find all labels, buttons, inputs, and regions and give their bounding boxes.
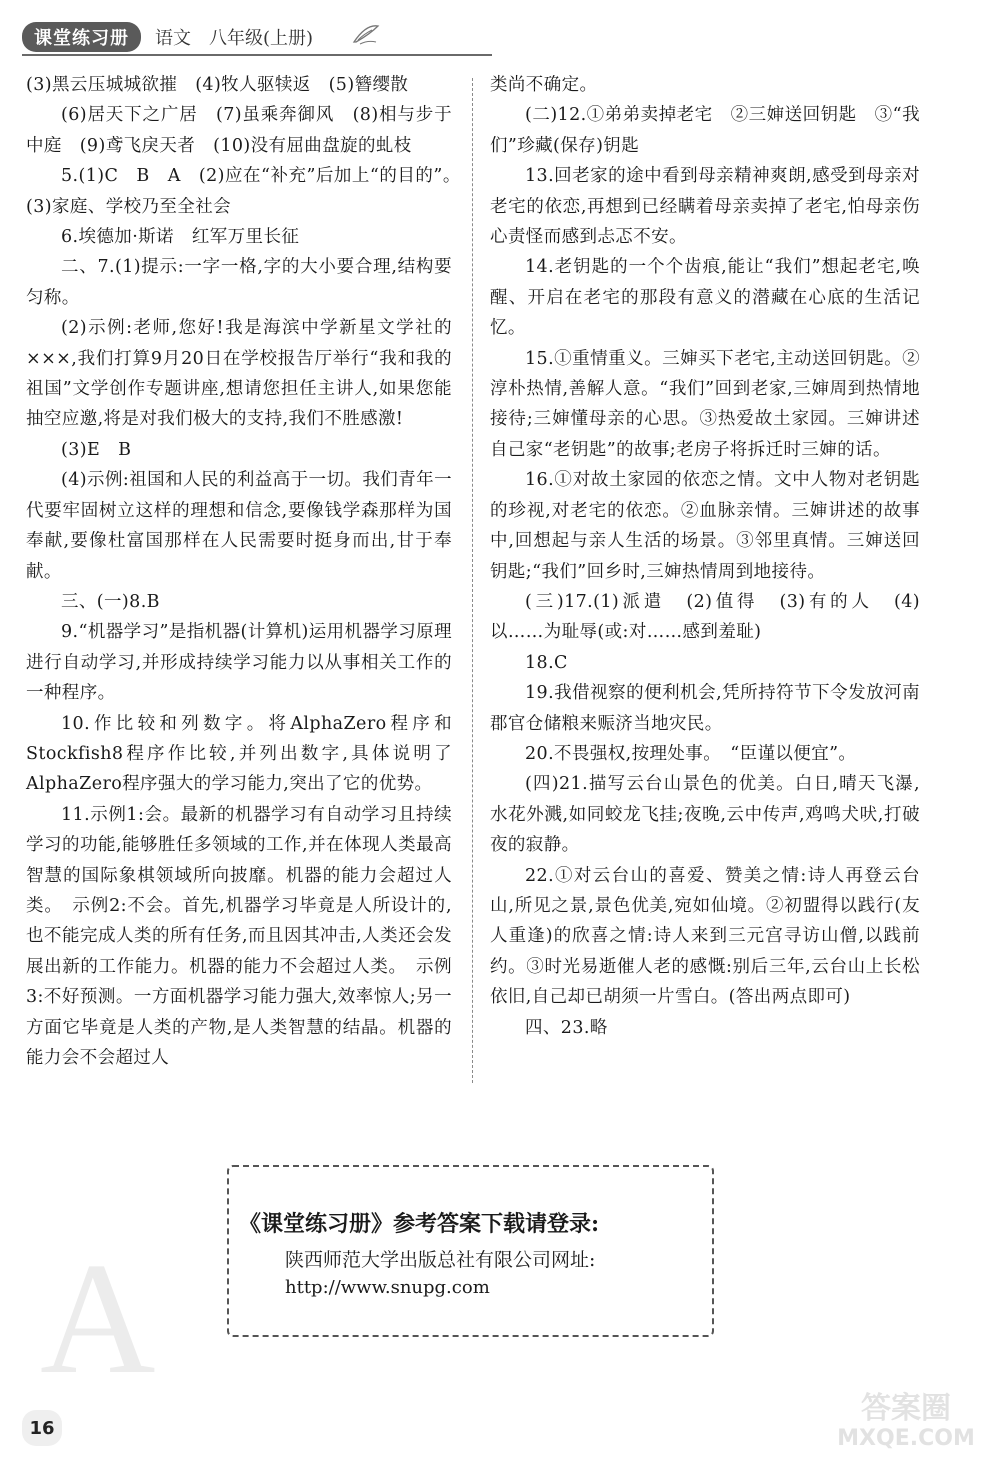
answer-paragraph: 二、7.(1)提示:一字一格,字的大小要合理,结构要匀称。 (26, 257, 452, 308)
answer-paragraph: 14.老钥匙的一个个齿痕,能让“我们”想起老宅,唤醒、开启在老宅的那段有意义的潜藏在心底的生活记忆。 (490, 257, 920, 339)
answer-paragraph: (3)黑云压城城欲摧 (4)牧人驱犊返 (5)簪缨散 (26, 75, 409, 95)
answer-paragraph: 四、23.略 (525, 1017, 608, 1038)
answer-paragraph: 三、(一)8.B (61, 591, 160, 612)
answer-paragraph: (6)居天下之广居 (7)虽乘奔御风 (8)相与步于中庭 (9)鸢飞戾天者 (10)没有屈曲盘旋的虬枝 (26, 105, 452, 156)
answer-paragraph: 9.“机器学习”是指机器(计算机)运用机器学习原理进行自动学习,并形成持续学习能力以从事相关工作的一种程序。 (26, 622, 452, 704)
answer-paragraph: 18.C (525, 652, 568, 673)
answer-paragraph: 16.①对故土家园的依恋之情。文中人物对老钥匙的珍视,对老宅的依恋。②血脉亲情。三婶讲述的故事中,回想起与亲人生活的场景。③邻里真情。三婶送回钥匙;“我们”回乡时,三婶热情周到地接待。 (490, 470, 920, 582)
answer-paragraph: 5.(1)C B A (2)应在“补充”后加上“的目的”。 (3)家庭、学校乃至全社会 (26, 166, 470, 217)
answer-paragraph: 22.①对云台山的喜爱、赞美之情:诗人再登云台山,所见之景,景色优美,宛如仙境。②初盟得以践行(友人重逢)的欣喜之情:诗人来到三元宫寻访山僧,以践前约。③时光易逝催人老的感慨:别后三年,云台山上长松依旧,自己却已胡须一片雪白。(答出两点即可) (490, 865, 920, 1008)
answer-paragraph: 15.①重情重义。三婶买下老宅,主动送回钥匙。②淳朴热情,善解人意。“我们”回到老家,三婶周到热情地接待;三婶懂母亲的心思。③热爱故土家园。三婶讲述自己家“老钥匙”的故事;老房子将拆迁时三婶的话。 (490, 348, 920, 460)
subject-label: 语文 八年级(上册) (155, 28, 314, 49)
answer-paragraph: (3)E B (61, 439, 132, 460)
page-header (22, 22, 462, 52)
answer-paragraph: 10.作比较和列数字。将AlphaZero程序和Stockfish8程序作比较,并列出数字,具体说明了AlphaZero程序强大的学习能力,突出了它的优势。 (26, 713, 452, 795)
download-info-box (227, 1165, 714, 1337)
answer-paragraph: (四)21.描写云台山景色的优美。白日,晴天飞瀑,水花外溅,如同蛟龙飞挂;夜晚,云中传声,鸡鸣犬吠,打破夜的寂静。 (490, 774, 920, 856)
column-divider (472, 78, 473, 1083)
answer-paragraph: (2)示例:老师,您好!我是海滨中学新星文学社的×××,我们打算9月20日在学校报告厅举行“我和我的祖国”文学创作专题讲座,想请您担任主讲人,如果您能抽空应邀,将是对我们极大的支持,我们不胜感激! (26, 318, 452, 430)
answer-paragraph: 类尚不确定。 (490, 75, 598, 95)
answer-paragraph: (三)17.(1)派遣 (2)值得 (3)有的人 (4)以……为耻辱(或:对……感到羞耻) (490, 591, 920, 643)
answer-paragraph: 13.回老家的途中看到母亲精神爽朗,感受到母亲对老宅的依恋,再想到已经瞒着母亲卖掉了老宅,怕母亲伤心责怪而感到忐忑不安。 (490, 166, 920, 248)
answer-paragraph: 11.示例1:会。最新的机器学习有自动学习且持续学习的功能,能够胜任多领域的工作,并在体现人类最高智慧的国际象棋领域所向披靡。机器的能力会超过人类。 示例2:不会。首先,机器学习毕竟是人所设计的,也不能完成人类的所有任务,而且因其冲击,人类还会发展出新的工作能力。机器的能力不会超过人类。 示例3:不好预测。一方面机器学习能力强大,效率惊人;另一方面它毕竟是人类的产物,是人类智慧的结晶。机器的能力会不会超过人 (26, 804, 452, 1068)
decorative-letter: A (40, 1229, 156, 1407)
website-url[interactable]: http://www.snupg.com (285, 1277, 490, 1298)
series-badge: 课堂练习册 (22, 22, 141, 52)
answer-paragraph: (4)示例:祖国和人民的利益高于一切。我们青年一代要牢固树立这样的理想和信念,要像钱学森那样为国奉献,要像杜富国那样在人民需要时挺身而出,甘于奉献。 (26, 470, 452, 582)
watermark-site-url: MXQE.COM (837, 1426, 975, 1451)
answer-paragraph: 20.不畏强权,按理处事。 “臣谨以便宜”。 (525, 743, 857, 764)
answer-paragraph: 6.埃德加·斯诺 红军万里长征 (61, 227, 300, 248)
watermark-site-name: 答案圈 (861, 1391, 951, 1426)
publisher-label: 陕西师范大学出版总社有限公司网址: (285, 1249, 596, 1271)
leaf-decoration-icon (350, 20, 382, 48)
answer-column-left (26, 70, 470, 1073)
site-watermark (820, 1392, 992, 1458)
answer-paragraph: 19.我借视察的便利机会,凭所持符节下令发放河南郡官仓储粮来赈济当地灾民。 (490, 683, 920, 734)
page-number: 16 (22, 1410, 62, 1446)
answer-column-right (490, 70, 920, 1043)
download-title: 《课堂练习册》参考答案下载请登录: (239, 1211, 600, 1237)
answer-paragraph: (二)12.①弟弟卖掉老宅 ②三婶送回钥匙 ③“我们”珍藏(保存)钥匙 (490, 105, 920, 156)
header-rule (22, 54, 492, 56)
